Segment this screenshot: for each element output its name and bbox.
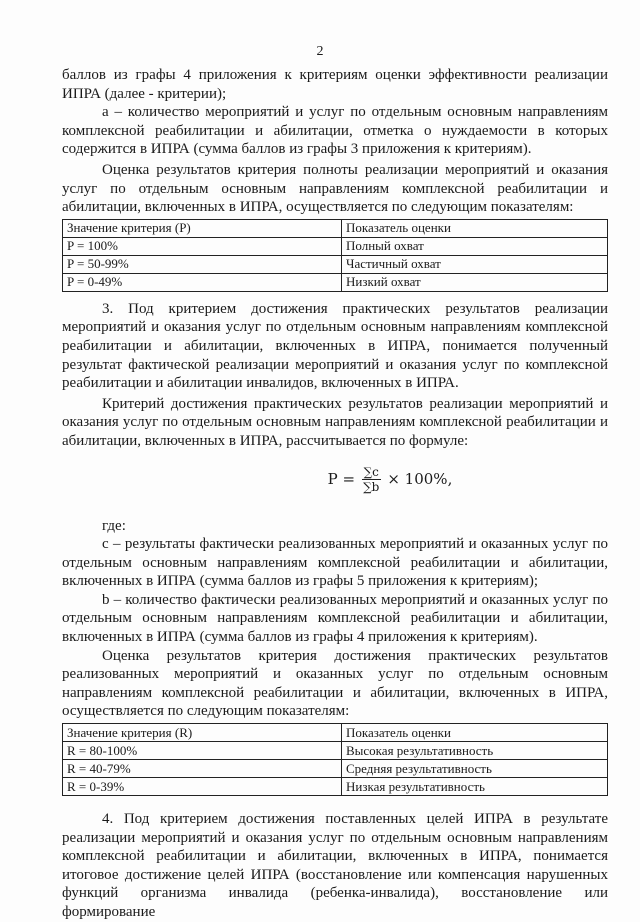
table-cell: Частичный охват — [342, 255, 608, 273]
completeness-criteria-table — [62, 219, 608, 292]
completeness-assessment-text: Оценка результатов критерия полноты реализации мероприятий и оказания услуг по отдельным основным направлениям комплексной реабилитации и абилитации, включенных в ИПРА, осуществляется по следующим показателям: — [62, 161, 608, 216]
table-row — [63, 255, 608, 273]
table-header-cell: Показатель оценки — [342, 724, 608, 742]
intro-continuation: баллов из графы 4 приложения к критериям оценки эффективности реализации ИПРА (далее - критерии); — [62, 67, 608, 102]
section-3-definition: 3. Под критерием достижения практических результатов реализации мероприятий и оказания услуг по отдельным основным направлениям комплексной реабилитации и абилитации, включенных в ИПРА, понимается полученный результат фактической реализации мероприятий и оказания услуг по комплексной реабилитации и абилитации инвалидов, включенных в ИПРА. — [62, 300, 608, 392]
table-cell: R = 40-79% — [63, 760, 342, 778]
table-row — [63, 778, 608, 796]
table-cell: R = 80-100% — [63, 742, 342, 760]
results-criteria-table — [62, 723, 608, 796]
formula-fraction — [361, 465, 381, 494]
results-assessment-text: Оценка результатов критерия достижения практических результатов реализованных мероприятий и оказанных услуг по отдельным основным направлениям комплексной реабилитации и абилитации, включенных в ИПРА, осуществляется по следующим показателям: — [62, 647, 608, 720]
formula — [62, 465, 608, 505]
table-row — [63, 273, 608, 291]
table-cell: Низкий охват — [342, 273, 608, 291]
table-header-cell: Значение критерия (P) — [63, 219, 342, 237]
table-cell: Низкая результативность — [342, 778, 608, 796]
table-header-row — [63, 724, 608, 742]
table-header-row — [63, 219, 608, 237]
table-cell: Полный охват — [342, 237, 608, 255]
table-row — [63, 742, 608, 760]
table-row — [63, 237, 608, 255]
section-4-definition: 4. Под критерием достижения поставленных целей ИПРА в результате реализации мероприятий и оказания услуг по отдельным основным направлениям комплексной реабилитации и абилитации, включенных в ИПРА, понимается итоговое достижение целей ИПРА (восстановление или компенсация нарушенных функций организма инвалида (ребенка-инвалида), восстановление или формирование — [62, 811, 608, 920]
table-header-cell: Значение критерия (R) — [63, 724, 342, 742]
table-row — [63, 760, 608, 778]
formula-denominator: ∑b — [363, 479, 380, 494]
table-cell: P = 50-99% — [63, 255, 342, 273]
table-cell: P = 100% — [63, 237, 342, 255]
table-cell: Высокая результативность — [342, 742, 608, 760]
page-number: 2 — [316, 44, 324, 59]
section-3-formula-intro: Критерий достижения практических результатов реализации мероприятий и оказания услуг по отдельным основным направлениям комплексной реабилитации и абилитации, включенных в ИПРА, рассчитывается по формуле: — [62, 395, 608, 449]
item-c-definition: c – результаты фактически реализованных мероприятий и оказанных услуг по отдельным основным направлениям комплексной реабилитации и абилитации, включенных в ИПРА (сумма баллов из графы 5 приложения к критериям); — [62, 536, 608, 590]
item-b-definition: b – количество фактически реализованных мероприятий и оказанных услуг по отдельным основным направлениям комплексной реабилитации и абилитации, включенных в ИПРА (сумма баллов из графы 4 приложения к критериям). — [62, 591, 608, 646]
table-cell: R = 0-39% — [63, 778, 342, 796]
formula-lhs: P = — [327, 469, 356, 488]
table-cell: Средняя результативность — [342, 760, 608, 778]
table-cell: P = 0-49% — [63, 273, 342, 291]
table-header-cell: Показатель оценки — [342, 219, 608, 237]
where-label: где: — [102, 517, 126, 534]
formula-numerator: ∑c — [363, 464, 379, 479]
formula-rhs: × 100%, — [387, 469, 453, 488]
document-body — [62, 66, 608, 922]
item-a-definition: а – количество мероприятий и услуг по отдельным основным направлениям комплексной реабилитации и абилитации, отметка о нуждаемости в которых содержится в ИПРА (сумма баллов из графы 3 приложения к критериям). — [62, 104, 608, 158]
